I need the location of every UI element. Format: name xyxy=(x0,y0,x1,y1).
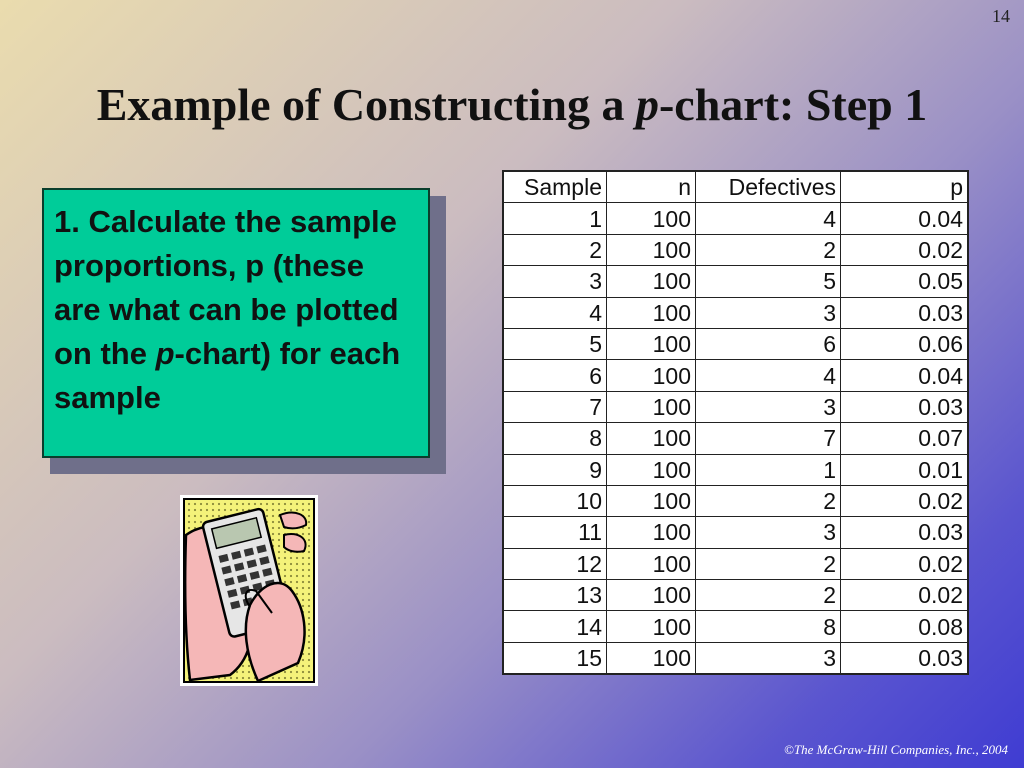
table-cell: 100 xyxy=(607,266,696,297)
table-cell: 1 xyxy=(503,203,607,234)
table-cell: 0.08 xyxy=(841,611,969,642)
table-cell: 2 xyxy=(696,234,841,265)
table-cell: 14 xyxy=(503,611,607,642)
table-cell: 3 xyxy=(696,517,841,548)
table-cell: 100 xyxy=(607,485,696,516)
table-row xyxy=(503,297,968,328)
data-table-body xyxy=(503,171,968,674)
table-cell: 7 xyxy=(696,423,841,454)
table-cell: 11 xyxy=(503,517,607,548)
table-cell: 100 xyxy=(607,548,696,579)
table-cell: 100 xyxy=(607,328,696,359)
table-cell: 0.03 xyxy=(841,391,969,422)
copyright-footer: ©The McGraw-Hill Companies, Inc., 2004 xyxy=(784,742,1008,757)
table-cell: 100 xyxy=(607,580,696,611)
title-prefix: Example of Constructing a xyxy=(96,79,636,130)
table-cell: 0.01 xyxy=(841,454,969,485)
column-header: Defectives xyxy=(696,171,841,203)
table-cell: 5 xyxy=(503,328,607,359)
table-row xyxy=(503,266,968,297)
callout-text xyxy=(54,200,418,420)
title-suffix: -chart: Step 1 xyxy=(658,79,928,130)
table-cell: 0.07 xyxy=(841,423,969,454)
table-row xyxy=(503,580,968,611)
column-header: n xyxy=(607,171,696,203)
table-cell: 1 xyxy=(696,454,841,485)
table-cell: 5 xyxy=(696,266,841,297)
table-cell: 0.03 xyxy=(841,642,969,674)
table-cell: 3 xyxy=(696,297,841,328)
table-cell: 100 xyxy=(607,423,696,454)
table-cell: 3 xyxy=(696,391,841,422)
table-cell: 0.02 xyxy=(841,548,969,579)
table-cell: 0.02 xyxy=(841,580,969,611)
table-cell: 7 xyxy=(503,391,607,422)
table-cell: 8 xyxy=(696,611,841,642)
table-row xyxy=(503,203,968,234)
table-cell: 2 xyxy=(696,548,841,579)
table-cell: 6 xyxy=(696,328,841,359)
table-cell: 0.02 xyxy=(841,234,969,265)
table-cell: 13 xyxy=(503,580,607,611)
table-cell: 100 xyxy=(607,297,696,328)
table-cell: 10 xyxy=(503,485,607,516)
table-cell: 9 xyxy=(503,454,607,485)
data-table xyxy=(502,170,969,675)
table-cell: 100 xyxy=(607,391,696,422)
table-row xyxy=(503,328,968,359)
table-cell: 2 xyxy=(696,485,841,516)
table-row xyxy=(503,642,968,674)
callout-italic-p: p xyxy=(155,336,175,371)
table-cell: 100 xyxy=(607,642,696,674)
column-header: p xyxy=(841,171,969,203)
table-cell: 3 xyxy=(696,642,841,674)
table-cell: 3 xyxy=(503,266,607,297)
table-cell: 4 xyxy=(503,297,607,328)
table-cell: 0.04 xyxy=(841,203,969,234)
table-cell: 0.03 xyxy=(841,517,969,548)
table-cell: 2 xyxy=(696,580,841,611)
table-cell: 100 xyxy=(607,360,696,391)
table-cell: 100 xyxy=(607,454,696,485)
callout-box xyxy=(42,188,430,458)
table-row xyxy=(503,454,968,485)
table-row xyxy=(503,234,968,265)
table-row xyxy=(503,391,968,422)
table-row xyxy=(503,548,968,579)
table-cell: 0.05 xyxy=(841,266,969,297)
callout-line2: -chart) for each sample xyxy=(54,336,401,415)
table-row xyxy=(503,360,968,391)
table-cell: 4 xyxy=(696,360,841,391)
slide-number: 14 xyxy=(992,6,1010,26)
table-cell: 100 xyxy=(607,517,696,548)
table-cell: 15 xyxy=(503,642,607,674)
calculator-clipart-svg xyxy=(180,495,318,686)
table-cell: 0.02 xyxy=(841,485,969,516)
table-row xyxy=(503,611,968,642)
table-cell: 100 xyxy=(607,234,696,265)
table-cell: 2 xyxy=(503,234,607,265)
table-cell: 8 xyxy=(503,423,607,454)
table-cell: 6 xyxy=(503,360,607,391)
table-cell: 100 xyxy=(607,203,696,234)
table-row xyxy=(503,517,968,548)
column-header: Sample xyxy=(503,171,607,203)
callout-line1: 1. Calculate the sample proportions, p (these are what can be plotted on the xyxy=(54,204,399,371)
table-cell: 12 xyxy=(503,548,607,579)
slide-title xyxy=(0,78,1024,131)
table-cell: 100 xyxy=(607,611,696,642)
table-row xyxy=(503,485,968,516)
table-cell: 0.06 xyxy=(841,328,969,359)
table-cell: 0.03 xyxy=(841,297,969,328)
table-header-row xyxy=(503,171,968,203)
table-cell: 0.04 xyxy=(841,360,969,391)
table-cell: 4 xyxy=(696,203,841,234)
title-italic-p: p xyxy=(635,79,659,130)
table-row xyxy=(503,423,968,454)
calculator-in-hands-icon xyxy=(180,495,318,686)
